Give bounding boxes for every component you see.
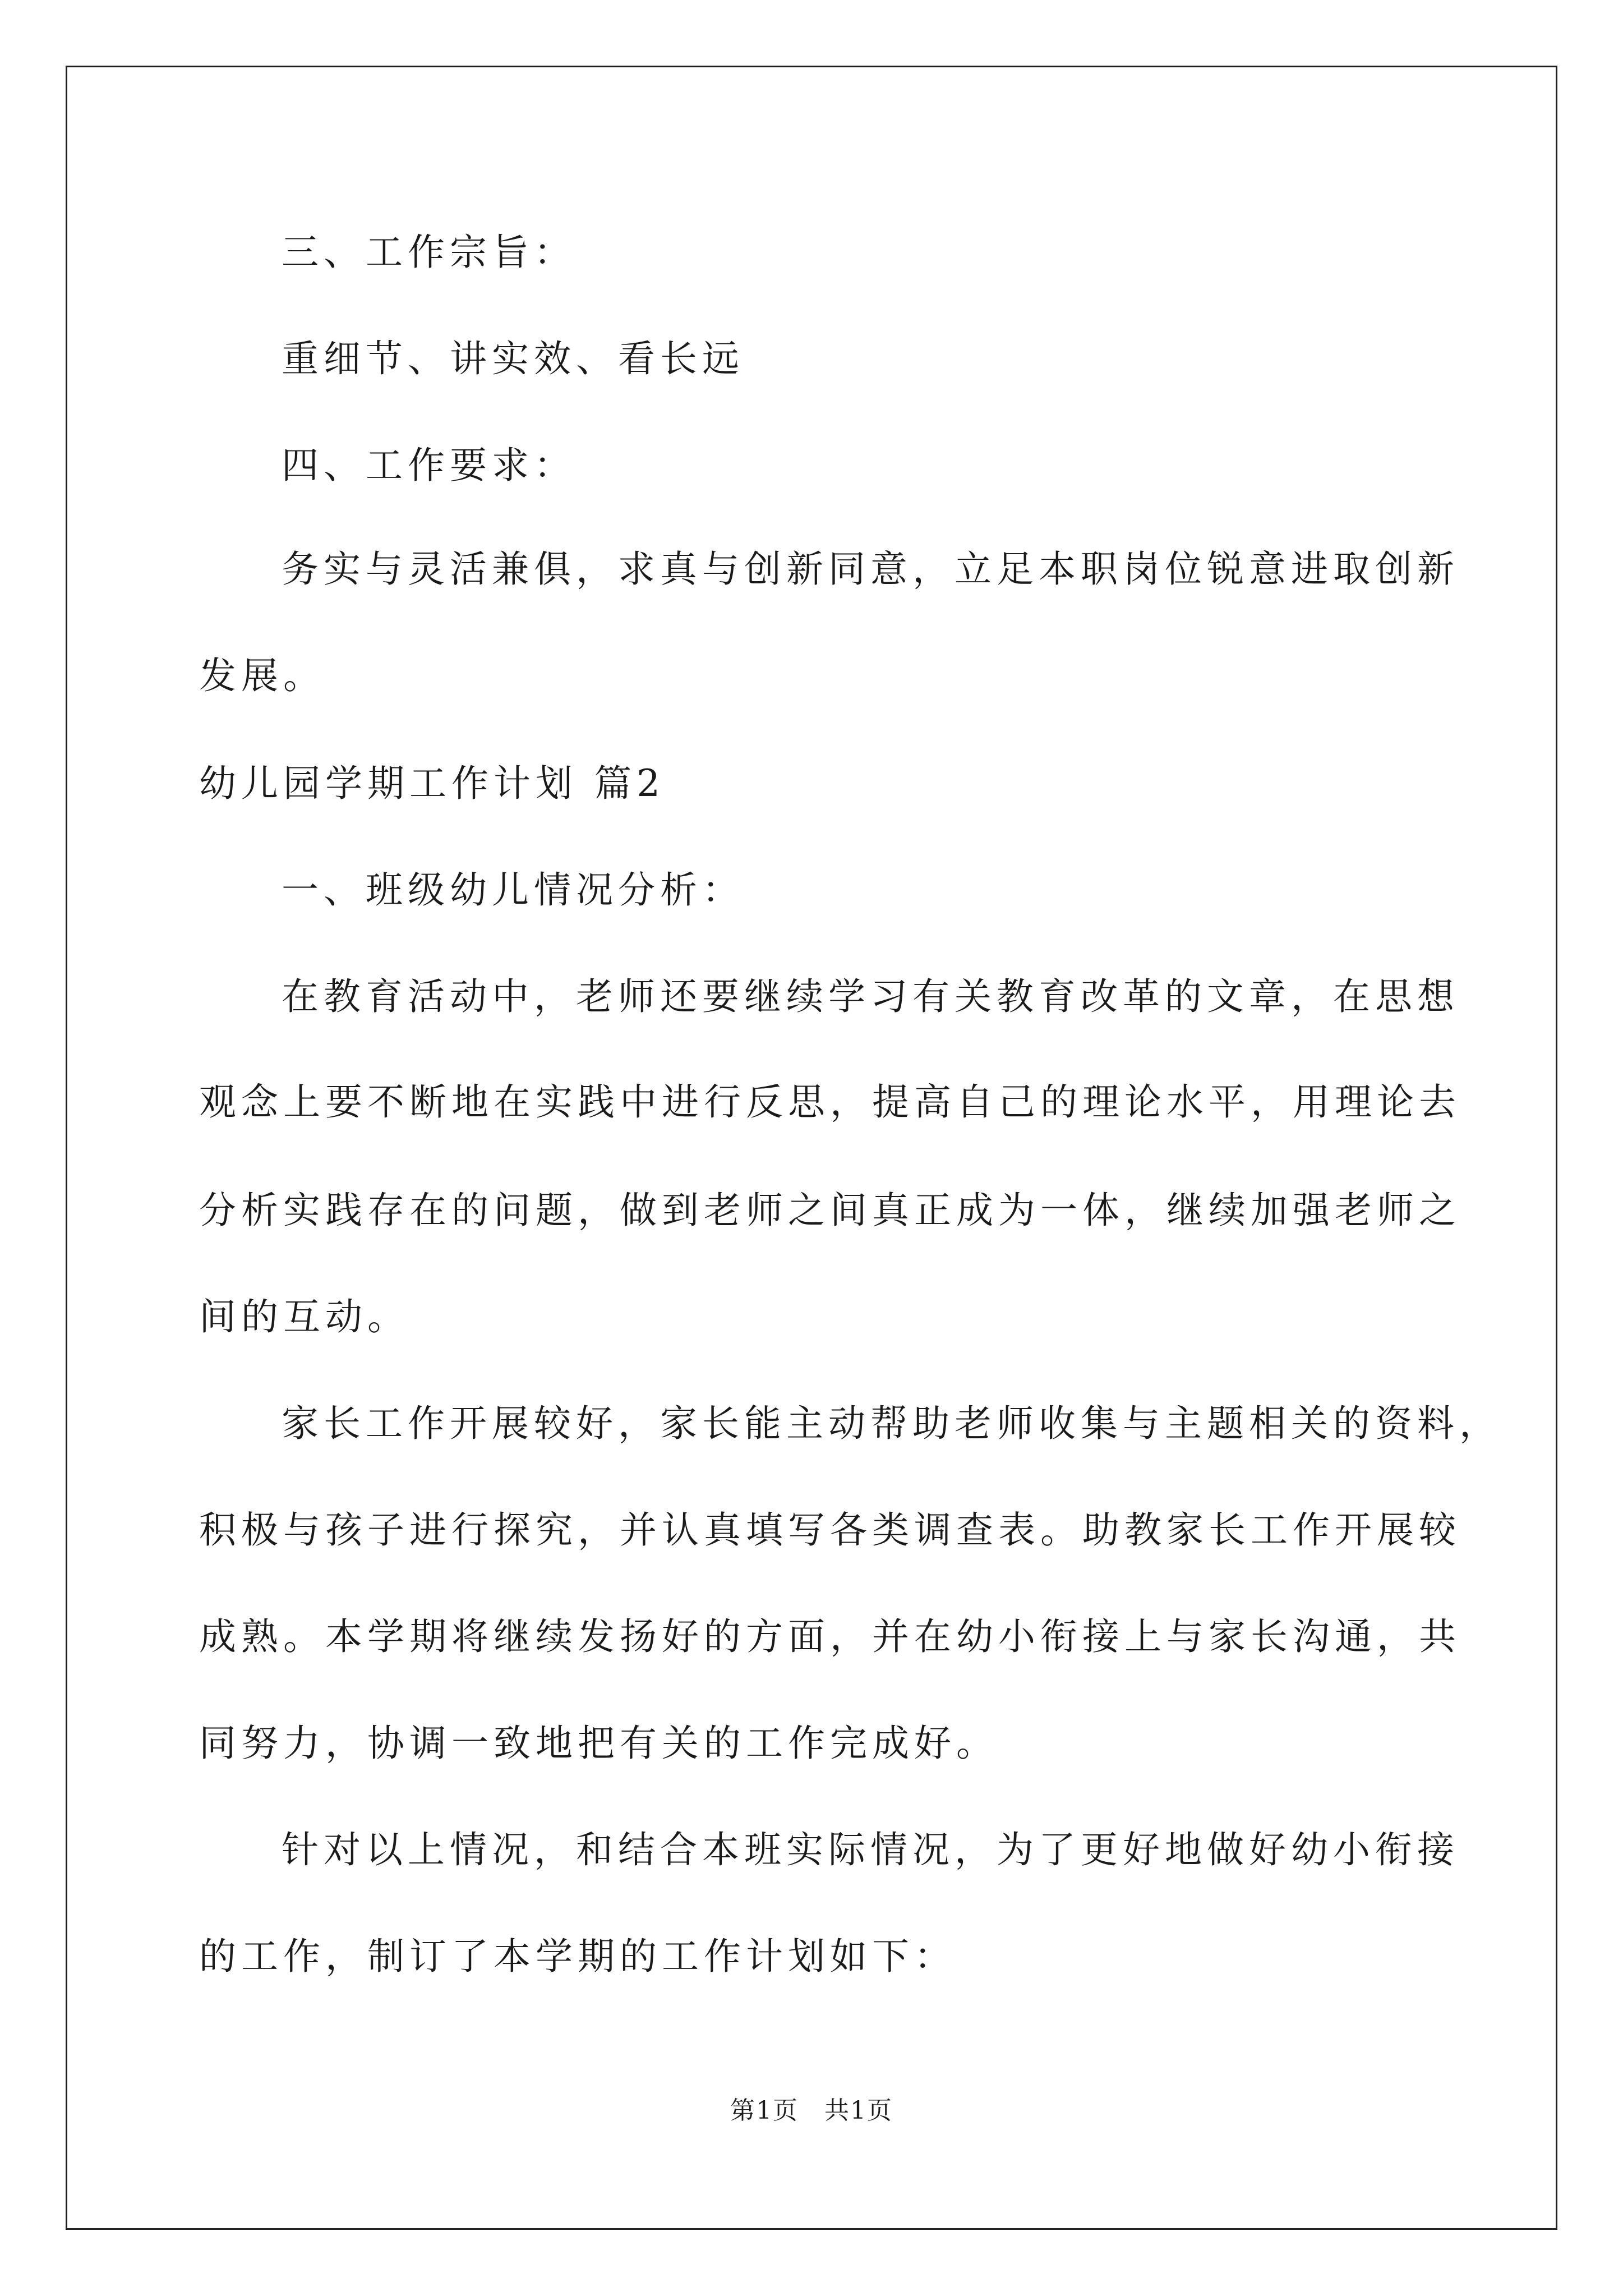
paragraph-line: 分析实践存在的问题，做到老师之间真正成为一体，继续加强老师之 <box>199 1189 1461 1232</box>
paragraph-line: 家长工作开展较好，家长能主动帮助老师收集与主题相关的资料， <box>282 1402 1501 1445</box>
paragraph-line: 间的互动。 <box>199 1295 409 1338</box>
paragraph-line: 发展。 <box>199 654 325 697</box>
paragraph-line: 务实与灵活兼俱，求真与创新同意，立足本职岗位锐意进取创新 <box>282 547 1459 591</box>
paragraph-line: 观念上要不断地在实践中进行反思，提高自己的理论水平，用理论去 <box>199 1080 1461 1124</box>
section-heading-4: 四、工作要求： <box>282 444 576 487</box>
paragraph-line: 的工作，制订了本学期的工作计划如下： <box>199 1935 956 1978</box>
page-footer: 第1页 共1页 <box>730 2096 893 2125</box>
paragraph-line: 在教育活动中，老师还要继续学习有关教育改革的文章，在思想 <box>282 975 1459 1018</box>
section-heading-3: 三、工作宗旨： <box>282 231 576 274</box>
paragraph-line: 针对以上情况，和结合本班实际情况，为了更好地做好幼小衔接 <box>282 1828 1459 1871</box>
paragraph-line: 成熟。本学期将继续发扬好的方面，并在幼小衔接上与家长沟通，共 <box>199 1615 1461 1658</box>
paragraph-line: 重细节、讲实效、看长远 <box>282 337 744 380</box>
document-title: 幼儿园学期工作计划 篇2 <box>199 762 665 805</box>
page-border <box>66 66 1557 2230</box>
section-heading-1: 一、班级幼儿情况分析： <box>282 868 744 912</box>
paragraph-line: 同努力，协调一致地把有关的工作完成好。 <box>199 1722 998 1765</box>
paragraph-line: 积极与孩子进行探究，并认真填写各类调查表。助教家长工作开展较 <box>199 1508 1461 1552</box>
